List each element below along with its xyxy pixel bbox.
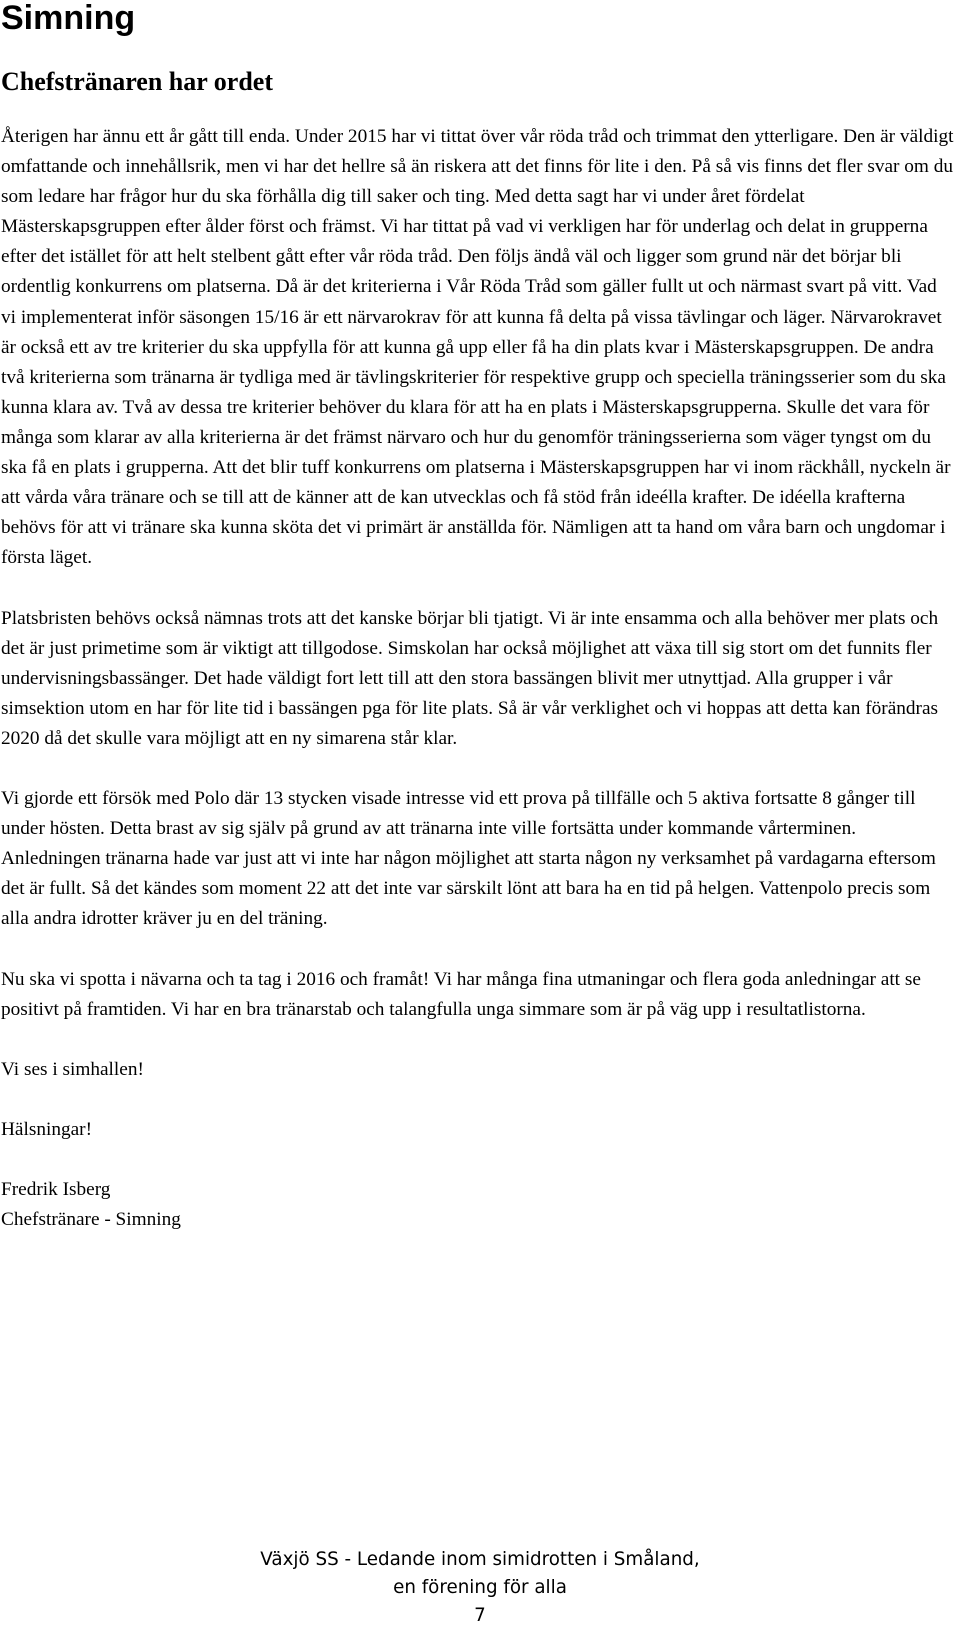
signature-role: Chefstränare - Simning [1,1209,181,1231]
paragraph-space-shortage: Platsbristen behövs också nämnas trots att det kanske börjar bli tjatigt. Vi är inte ensamma och alla behöver mer plats och det är just primetime som är viktigt att tillgodose. Simskolan har också möjlighet att växa till sig stort om det funnits fler undervisningsbassänger. Det hade väldigt fort lett till att den stora bassängen blivit mer utnyttjad. Alla grupper i vår simsektion utom en har för lite tid i bassängen pga för lite plats. Så är vår verklighet och vi hoppas att detta kan förändras 2020 då det skulle vara möjligt att en ny simarena står klar. [1,607,939,749]
paragraph-see-you: Vi ses i simhallen! [1,1058,144,1080]
page-footer [0,1546,960,1630]
signature [1,1175,956,1235]
paragraph-outlook: Nu ska vi spotta i nävarna och ta tag i 2016 och framåt! Vi har många fina utmaningar och flera goda anledningar att se positivt på framtiden. Vi har en bra tränarstab och talangfulla unga simmare som är på väg upp i resultatlistorna. [1,968,921,1020]
article-title: Chefstränaren har ordet [1,67,274,96]
footer-tagline-line1: Växjö SS - Ledande inom simidrotten i Småland, [260,1549,700,1570]
paragraph-greetings: Hälsningar! [1,1119,93,1141]
page-number: 7 [474,1605,486,1626]
article-body [1,122,956,1235]
footer-tagline-line2: en förening för alla [393,1577,567,1598]
paragraph-water-polo: Vi gjorde ett försök med Polo där 13 stycken visade intresse vid ett prova på tillfälle och 5 aktiva fortsatte 8 gånger till under hösten. Detta brast av sig själv på grund av att tränarna inte ville fortsätta under kommande vårterminen. Anledningen tränarna hade var just att vi inte har någon möjlighet att starta någon ny verksamhet på vardagarna eftersom det är fullt. Så det kändes som moment 22 att det inte var särskilt lönt att bara ha en tid på helgen. Vattenpolo precis som alla andra idrotter kräver ju en del träning. [1,788,936,930]
section-title: Simning [1,0,136,37]
signature-name: Fredrik Isberg [1,1179,111,1201]
paragraph-intro: Återigen har ännu ett år gått till enda. Under 2015 har vi tittat över vår röda tråd och trimmat den ytterligare. Den är väldigt omfattande och innehållsrik, men vi har det hellre så än riskera att det finns för lite i den. På så vis finns det fler svar om du som ledare har frågor hur du ska förhålla dig till saker och ting. Med detta sagt har vi under året fördelat Mästerskapsgruppen efter ålder först och främst. Vi har tittat på vad vi verkligen har för underlag och delat in grupperna efter det istället för att helt stelbent gått efter vår röda tråd. Den följs ändå väl och ligger som grund när det börjar bli ordentlig konkurrens om platserna. Då är det kriterierna i Vår Röda Tråd som gäller fullt ut och närmast svart på vitt. Vad vi implementerat inför säsongen 15/16 är ett närvarokrav för att kunna få delta på vissa tävlingar och läger. Närvarokravet är också ett av tre kriterier du ska uppfylla för att kunna gå upp eller få ha din plats kvar i Mästerskapsgruppen. De andra två kriterierna som tränarna är tydliga med är tävlingskriterier för respektive grupp och speciella träningsserier som du ska kunna klara av. Två av dessa tre kriterier behöver du klara för att ha en plats i Mästerskapsgrupperna. Skulle det vara för många som klarar av alla kriterierna är det främst närvaro och hur du genomför träningsserierna som väger tyngst om du ska få en plats i grupperna. Att det blir tuff konkurrens om platserna i Mästerskapsgruppen har vi inom räckhåll, nyckeln är att vårda våra tränare och se till att de känner att de kan utvecklas och få stöd från ideélla krafter. De idéella krafterna behövs för att vi tränare ska kunna sköta det vi primärt är anställda för. Nämligen att ta hand om våra barn och ungdomar i första läget. [1,126,954,569]
